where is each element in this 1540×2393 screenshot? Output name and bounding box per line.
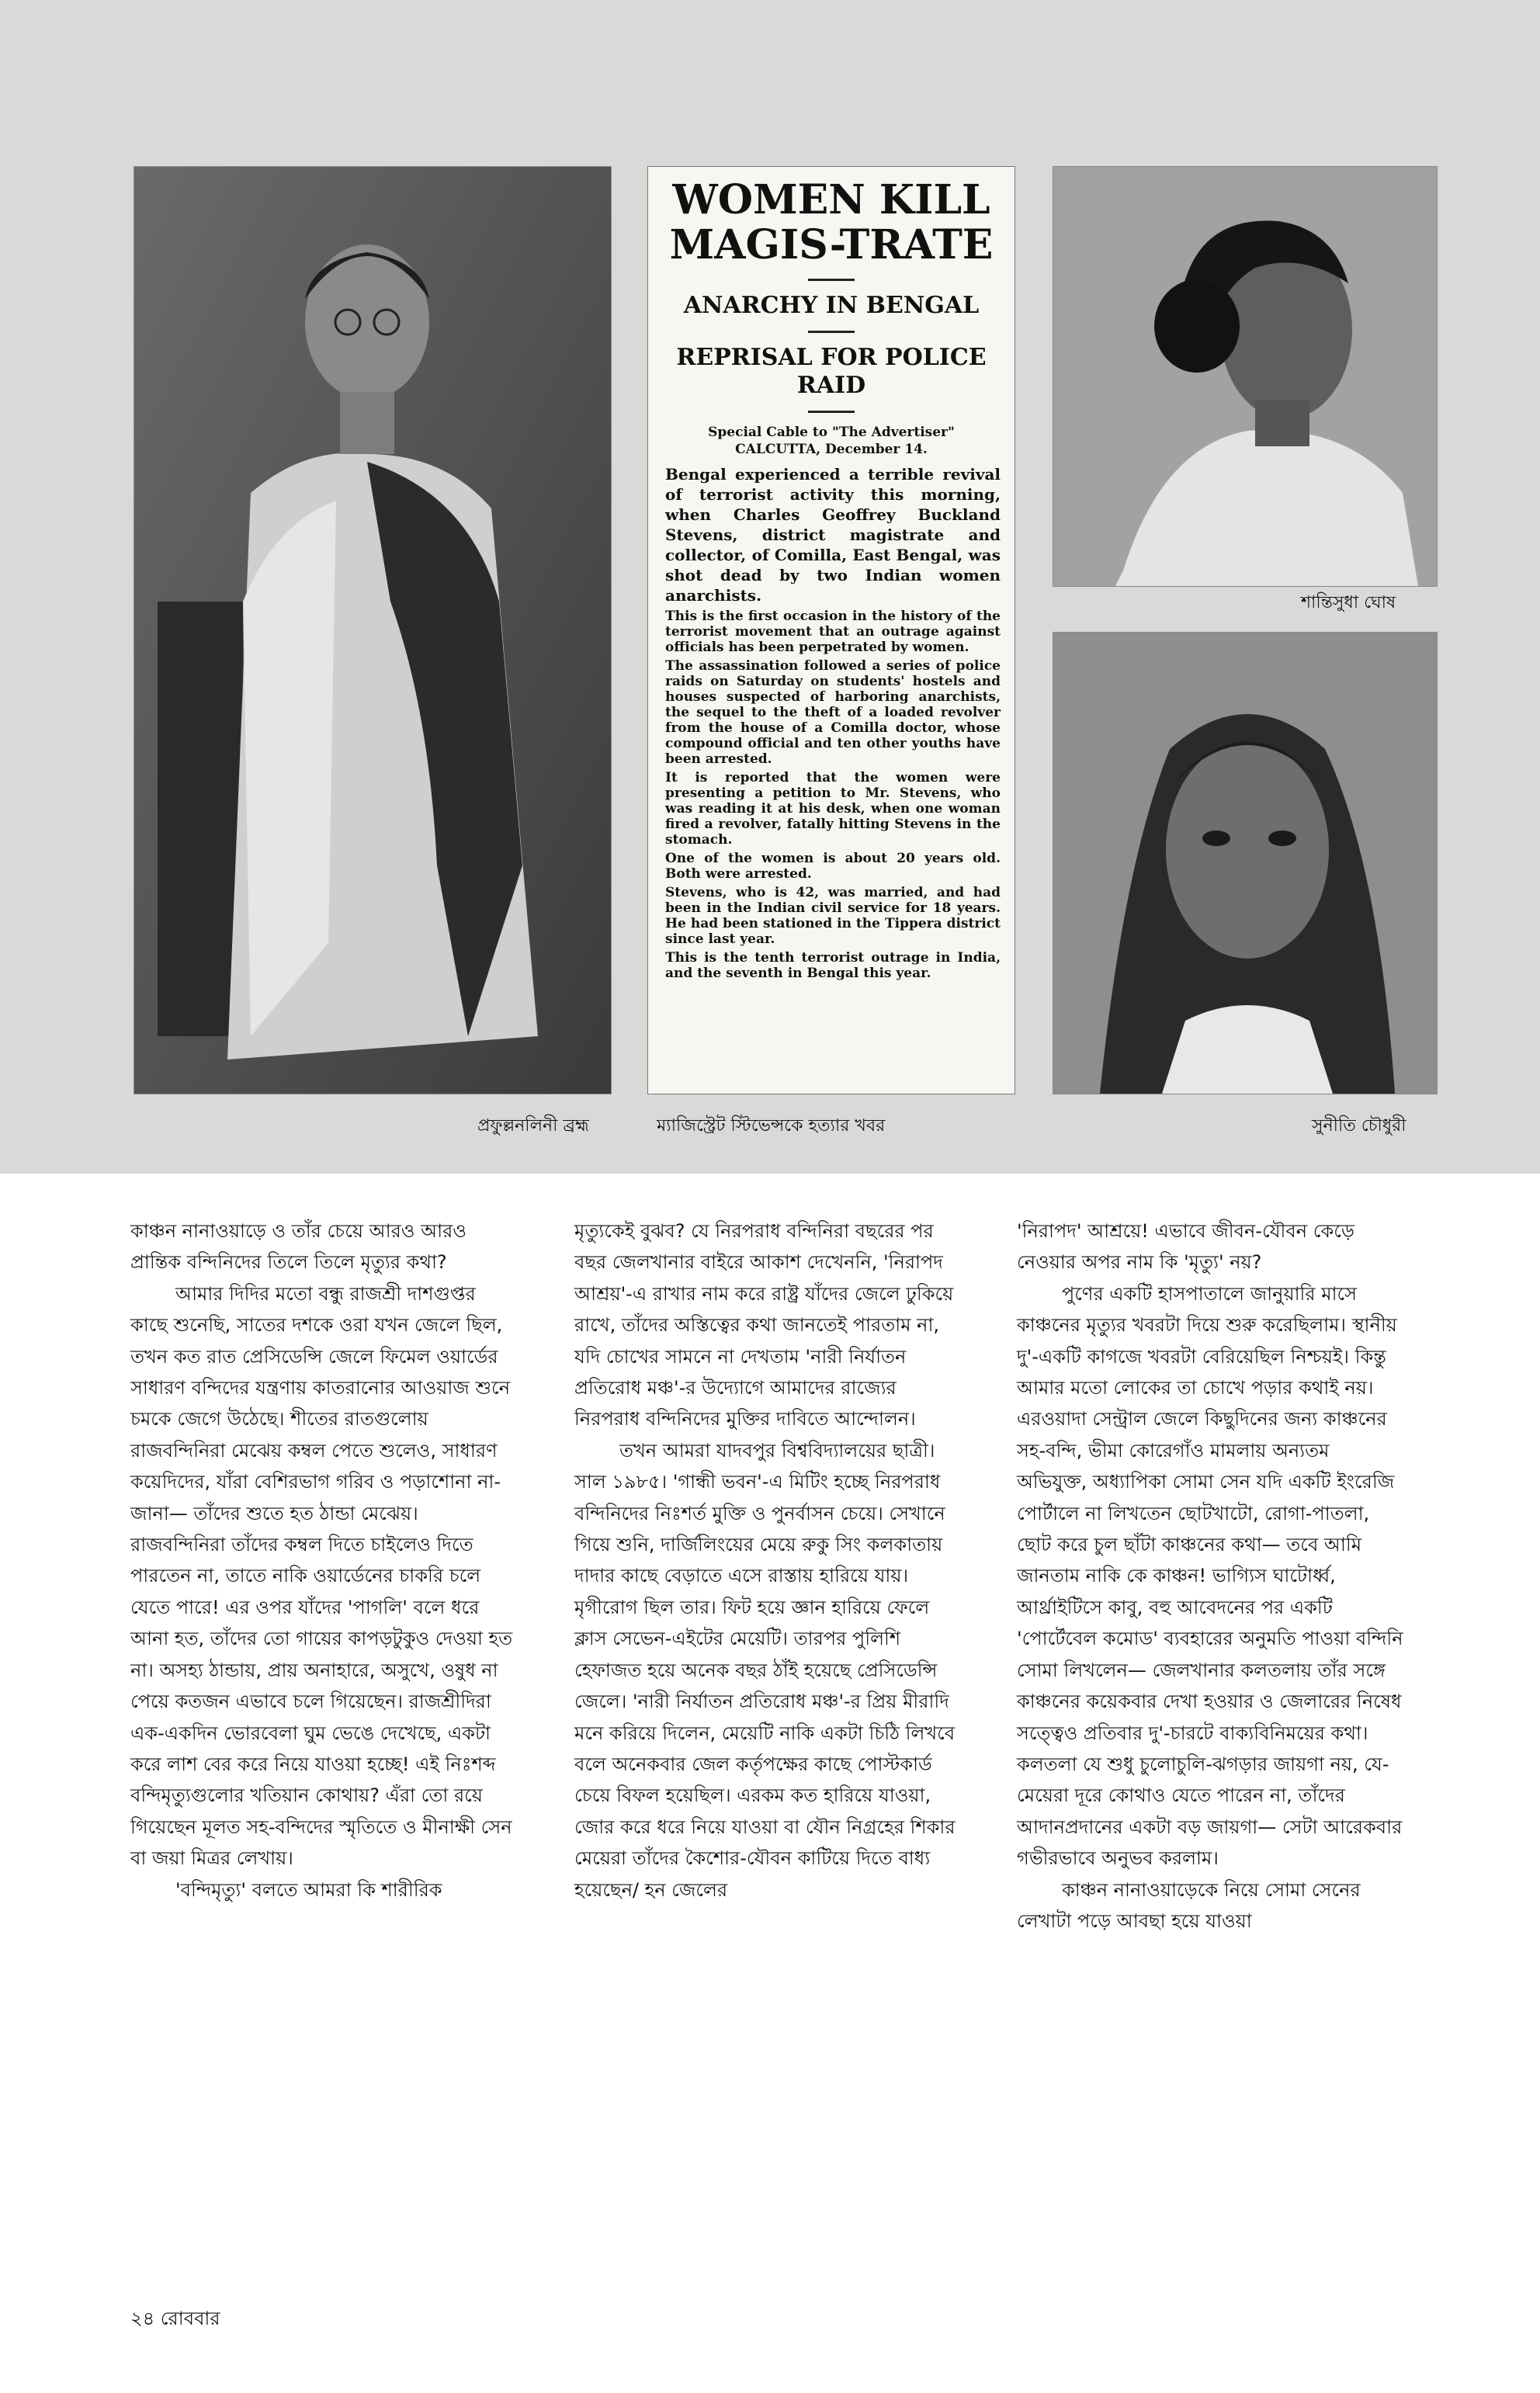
caption-clipping: ম্যাজিস্ট্রেট স্টিভেন্সকে হত্যার খবর <box>657 1116 886 1136</box>
clipping-lead: Bengal experienced a terrible revival of terrorist activity this morning, when Charles Geoffrey Buckland Stevens, district magistrate and collector, of Comilla, East Bengal, was shot dead by two Indian women anarchists. <box>665 465 1001 605</box>
text-column-3 <box>1017 1216 1405 1937</box>
photo-suniti-chowdhury <box>1053 632 1438 1094</box>
caption-bottom-right-photo: সুনীতি চৌধুরী <box>1312 1116 1406 1136</box>
photo-shantisudha-ghosh <box>1053 166 1438 587</box>
paragraph: 'বন্দিমৃত্যু' বলতে আমরা কি শারীরিক <box>175 1878 442 1901</box>
text-column-2 <box>574 1216 962 1906</box>
clipping-rule <box>808 331 855 333</box>
paragraph: পুণের একটি হাসপাতালে জানুয়ারি মাসে কাঞ্চনের মৃত্যুর খবরটা দিয়ে শুরু করেছিলাম। স্থানীয় দু'-একটি কাগজে খবরটা বেরিয়েছিল নিশ্চয়ই। কিন্তু আমার মতো লোকের তা চোখে পড়ার কথাই নয়। এরওয়াদা সেন্ট্রাল জেলে কিছুদিনের জন্য কাঞ্চনের সহ-বন্দি, ভীমা কোরেগাঁও মামলায় অন্যতম অভিযুক্ত, অধ্যাপিকা সোমা সেন যদি একটি ইংরেজি পোর্টালে না লিখতেন ছোটখাটো, রোগা-পাতলা, ছোট করে চুল ছাঁটা কাঞ্চনের কথা— তবে আমি জানতাম নাকি কে কাঞ্চন! ভাগ্যিস ঘাটোর্ধ্ব, আর্থ্রাইটিসে কাবু, বহু আবেদনের পর একটি 'পোর্টেবেল কমোড' ব্যবহারের অনুমতি পাওয়া বন্দিনি সোমা লিখলেন— জেলখানার কলতলায় তাঁর সঙ্গে কাঞ্চনের কয়েকবার দেখা হওয়ার ও জেলারের নিষেধ সত্ত্বেও প্রতিবার দু'-চারটে বাক্যবিনিময়ের কথা। কলতলা যে শুধু চুলোচুলি-ঝগড়ার জায়গা নয়, যে-মেয়েরা দূরে কোথাও যেতে পারেন না, তাঁদের আদানপ্রদানের একটা বড় জায়গা— সেটা আরেকবার গভীরভাবে অনুভব করলাম। <box>1017 1282 1403 1870</box>
photo-prafullanalini-brahma <box>134 166 612 1094</box>
paragraph: মৃত্যুকেই বুঝব? যে নিরপরাধ বন্দিনিরা বছরের পর বছর জেলখানার বাইরে আকাশ দেখেননি, 'নিরাপদ আশ্রয়'-এ রাখার নাম করে রাষ্ট্র যাঁদের জেলে ঢুকিয়ে রাখে, তাঁদের অস্তিত্বের কথা জানতেই পারতাম না, যদি চোখের সামনে না দেখতাম 'নারী নির্যাতন প্রতিরোধ মঞ্চ'-র উদ্যোগে আমাদের রাজ্যের নিরপরাধ বন্দিনিদের মুক্তির দাবিতে আন্দোলন। <box>574 1220 954 1431</box>
clipping-paragraph: One of the women is about 20 years old. Both were arrested. <box>665 851 1001 882</box>
clipping-subheadline: ANARCHY IN BENGAL <box>683 292 980 319</box>
paragraph: তখন আমরা যাদবপুর বিশ্ববিদ্যালয়ের ছাত্রী। সাল ১৯৮৫। 'গান্ধী ভবন'-এ মিটিং হচ্ছে নিরপরাধ বন্দিনিদের নিঃশর্ত মুক্তি ও পুনর্বাসন চেয়ে। সেখানে গিয়ে শুনি, দার্জিলিংয়ের মেয়ে রুকু সিং কলকাতায় দাদার কাছে বেড়াতে এসে রাস্তায় হারিয়ে যায়। মৃগীরোগ ছিল তার। ফিট হয়ে জ্ঞান হারিয়ে ফেলে ক্লাস সেভেন-এইটের মেয়েটি। তারপর পুলিশি হেফাজত হয়ে অনেক বছর ঠাঁই হয়েছে প্রেসিডেন্সি জেলে। 'নারী নির্যাতন প্রতিরোধ মঞ্চ'-র প্রিয় মীরাদি মনে করিয়ে দিলেন, মেয়েটি নাকি একটা চিঠি লিখবে বলে অনেকবার জেল কর্তৃপক্ষের কাছে পোস্টকার্ড চেয়ে বিফল হয়েছিল। এরকম কত হারিয়ে যাওয়া, জোর করে ধরে নিয়ে যাওয়া বা যৌন নিগ্রহের শিকার মেয়েরা তাঁদের কৈশোর-যৌবন কাটিয়ে দিতে বাধ্য হয়েছেন/ হন জেলের <box>574 1439 956 1901</box>
paragraph: কাঞ্চন নানাওয়াড়ে ও তাঁর চেয়ে আরও আরও প্রান্তিক বন্দিনিদের তিলে তিলে মৃত্যুর কথা? <box>130 1220 467 1274</box>
paragraph: 'নিরাপদ' আশ্রয়ে! এভাবে জীবন-যৌবন কেড়ে নেওয়ার অপর নাম কি 'মৃত্যু' নয়? <box>1017 1220 1355 1274</box>
clipping-dateline-place: CALCUTTA, December 14. <box>735 442 928 457</box>
clipping-paragraph: It is reported that the women were presenting a petition to Mr. Stevens, who was reading it at his desk, when one woman fired a revolver, fatally hitting Stevens in the stomach. <box>665 770 1001 848</box>
clipping-dateline: Special Cable to "The Advertiser" <box>708 425 955 440</box>
clipping-rule <box>808 279 855 281</box>
text-column-1 <box>130 1216 519 1906</box>
clipping-paragraph: This is the first occasion in the history of the terrorist movement that an outrage against officials has been perpetrated by women. <box>665 609 1001 655</box>
clipping-paragraph: Stevens, who is 42, was married, and had been in the Indian civil service for 18 years. He had been stationed in the Tippera district since last year. <box>665 885 1001 947</box>
page-folio: ২৪ রোববার <box>130 2308 220 2329</box>
paragraph: আমার দিদির মতো বন্ধু রাজশ্রী দাশগুপ্তর কাছে শুনেছি, সাতের দশকে ওরা যখন জেলে ছিল, তখন কত রাত প্রেসিডেন্সি জেলে ফিমেল ওয়ার্ডের সাধারণ বন্দিদের যন্ত্রণায় কাতরানোর আওয়াজ শুনে চমকে জেগে উঠেছে। শীতের রাতগুলোয় রাজবন্দিনিরা মেঝেয় কম্বল পেতে শুলেও, সাধারণ কয়েদিদের, যাঁরা বেশিরভাগ গরিব ও পড়াশোনা না-জানা— তাঁদের শুতে হত ঠান্ডা মেঝেয়। রাজবন্দিনিরা তাঁদের কম্বল দিতে চাইলেও দিতে পারতেন না, তাতে নাকি ওয়ার্ডেনের চাকরি চলে যেতে পারে! এর ওপর যাঁদের 'পাগলি' বলে ধরে আনা হত, তাঁদের তো গায়ের কাপড়টুকুও দেওয়া হত না। অসহ্য ঠান্ডায়, প্রায় অনাহারে, অসুখে, ওষুধ না পেয়ে কতজন এভাবে চলে গিয়েছেন। রাজশ্রীদিরা এক-একদিন ভোরবেলা ঘুম ভেঙে দেখেছে, একটা করে লাশ বের করে নিয়ে যাওয়া হচ্ছে! এই নিঃশব্দ বন্দিমৃত্যুগুলোর খতিয়ান কোথায়? এঁরা তো রয়ে গিয়েছেন মূলত সহ-বন্দিদের স্মৃতিতে ও মীনাক্ষী সেন বা জয়া মিত্রর লেখায়। <box>130 1282 513 1870</box>
clipping-subheadline-2: REPRISAL FOR POLICE RAID <box>676 344 987 399</box>
caption-left-photo: প্রফুল্লনলিনী ব্রহ্ম <box>477 1116 589 1136</box>
clipping-paragraph: The assassination followed a series of police raids on Saturday on students' hostels and houses suspected of harboring anarchists, the sequel to the theft of a loaded revolver from the house of a Comilla doctor, whose compound official and ten other youths have been arrested. <box>665 658 1001 767</box>
caption-top-right-photo: শান্তিসুধা ঘোষ <box>1301 593 1396 612</box>
clipping-headline: WOMEN KILL MAGIS-TRATE <box>669 176 994 269</box>
paragraph: কাঞ্চন নানাওয়াড়েকে নিয়ে সোমা সেনের লেখাটা পড়ে আবছা হয়ে যাওয়া <box>1017 1878 1361 1932</box>
newspaper-clipping <box>647 166 1015 1094</box>
clipping-rule <box>808 411 855 413</box>
clipping-paragraph: This is the tenth terrorist outrage in India, and the seventh in Bengal this year. <box>665 950 1001 981</box>
